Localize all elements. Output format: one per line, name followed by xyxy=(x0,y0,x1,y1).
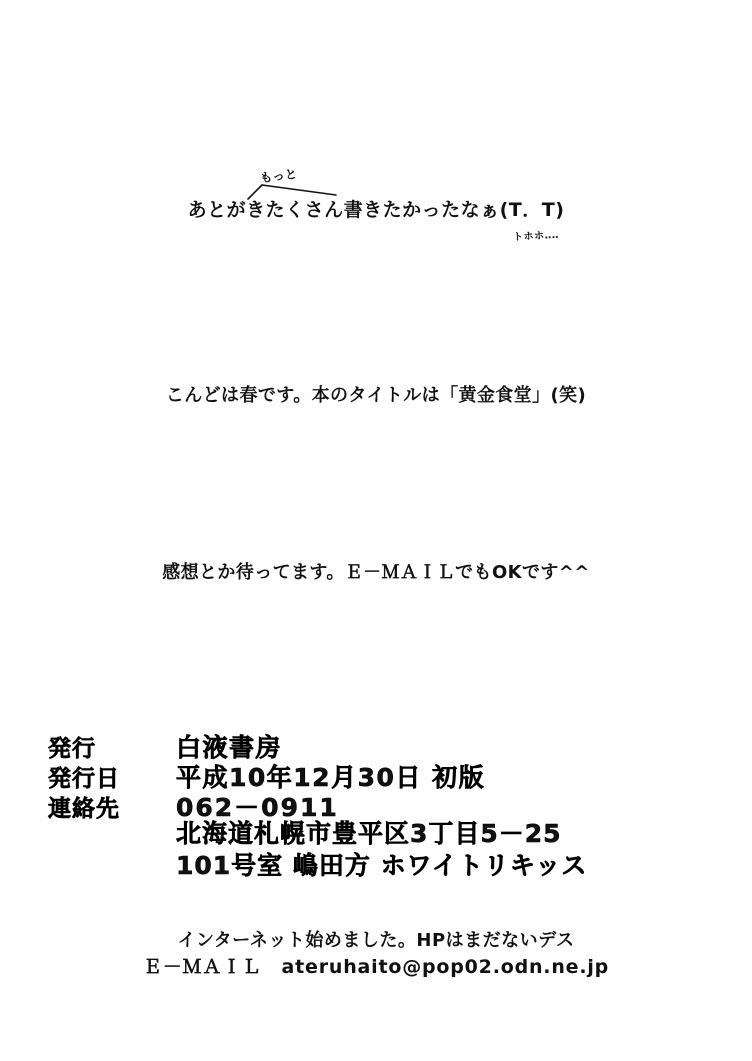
colophon-row-date xyxy=(48,758,708,792)
colophon-value-date: 平成10年12月30日 初版 xyxy=(176,763,486,792)
afterword-block xyxy=(0,166,752,244)
afterword-line-1 xyxy=(187,166,565,244)
colophon-value-postal-code: 062－0911 xyxy=(176,793,339,822)
colophon-label-date: 発行日 xyxy=(48,766,120,792)
colophon-value-publisher: 白液書房 xyxy=(176,733,283,762)
handwritten-insertion-note: もっと xyxy=(258,166,298,186)
colophon-block xyxy=(48,728,708,882)
contact-block xyxy=(0,928,752,980)
colophon-address-line-1: 北海道札幌市豊平区3丁目5－25 xyxy=(176,819,562,848)
colophon-address-line-2: 101号室 嶋田方 ホワイトリキッス xyxy=(176,851,588,880)
afterword-line-3: 感想とか待ってます。Ｅ－ＭＡＩＬでもOKです^^ xyxy=(162,562,590,583)
afterword-line-1-text: あとがきたくさん書きたかったなぁ(T．T) xyxy=(187,199,565,221)
colophon-label-contact: 連絡先 xyxy=(48,796,120,822)
internet-note: インターネット始めました。HPはまだないデス xyxy=(177,930,575,951)
colophon-label-publisher: 発行 xyxy=(48,736,96,762)
email-address: Ｅ－ＭＡＩＬ ateruhaito@pop02.odn.ne.jp xyxy=(142,956,610,978)
insertion-caret-mark xyxy=(246,183,338,201)
afterword-line-2: こんどは春です。本のタイトルは「黄金食堂」(笑) xyxy=(165,385,587,406)
afterword-subnote: トホホ‥‥ xyxy=(512,229,559,244)
colophon-row-publisher xyxy=(48,728,708,762)
